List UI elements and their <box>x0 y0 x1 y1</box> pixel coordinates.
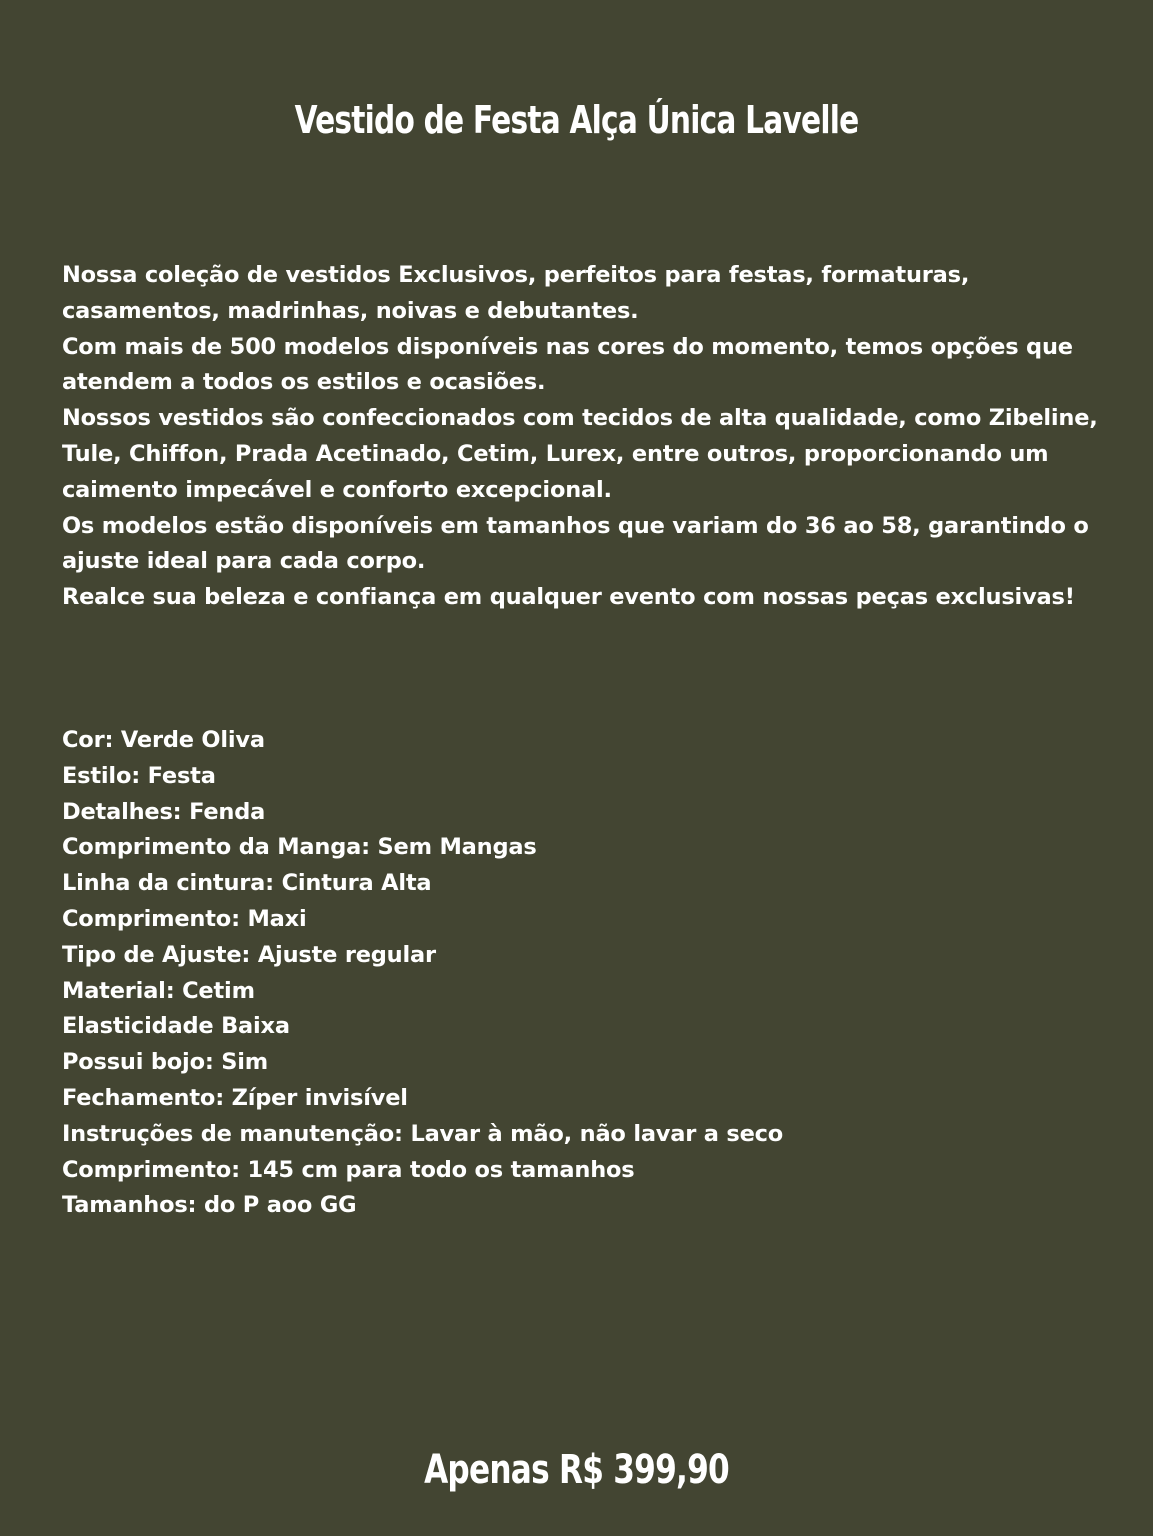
spec-item: Comprimento da Manga: Sem Mangas <box>62 834 537 861</box>
price-label: Apenas R$ 399,90 <box>424 1447 729 1493</box>
spec-item: Linha da cintura: Cintura Alta <box>62 870 432 897</box>
spec-item: Tamanhos: do P aoo GG <box>62 1192 357 1219</box>
product-description <box>62 258 1102 616</box>
description-paragraph: Os modelos estão disponíveis em tamanhos que variam do 36 ao 58, garantindo o ajuste ideal para cada corpo. <box>62 512 1089 575</box>
page-title: Vestido de Festa Alça Única Lavelle <box>294 98 859 142</box>
spec-item: Cor: Verde Oliva <box>62 727 265 753</box>
spec-item: Estilo: Festa <box>62 762 216 789</box>
product-specs-list <box>62 723 1102 1224</box>
spec-item: Comprimento: Maxi <box>62 905 307 932</box>
spec-item: Possui bojo: Sim <box>62 1049 269 1076</box>
description-paragraph: Realce sua beleza e confiança em qualquer evento com nossas peças exclusivas! <box>62 584 1075 611</box>
spec-item: Tipo de Ajuste: Ajuste regular <box>62 941 436 968</box>
spec-item: Comprimento: 145 cm para todo os tamanhos <box>62 1156 635 1183</box>
spec-item: Fechamento: Zíper invisível <box>62 1084 408 1111</box>
spec-item: Elasticidade Baixa <box>62 1013 290 1040</box>
description-paragraph: Nossa coleção de vestidos Exclusivos, perfeitos para festas, formaturas, casamentos, madrinhas, noivas e debutantes. <box>62 262 970 324</box>
spec-item: Instruções de manutenção: Lavar à mão, não lavar a seco <box>62 1120 784 1147</box>
spec-item: Detalhes: Fenda <box>62 798 266 825</box>
description-paragraph: Com mais de 500 modelos disponíveis nas cores do momento, temos opções que atendem a todos os estilos e ocasiões. <box>62 333 1073 396</box>
spec-item: Material: Cetim <box>62 977 255 1004</box>
description-paragraph: Nossos vestidos são confeccionados com tecidos de alta qualidade, como Zibeline, Tule, Chiffon, Prada Acetinado, Cetim, Lurex, entre outros, proporcionando um caimento impecável e conforto excepcional. <box>62 405 1098 503</box>
